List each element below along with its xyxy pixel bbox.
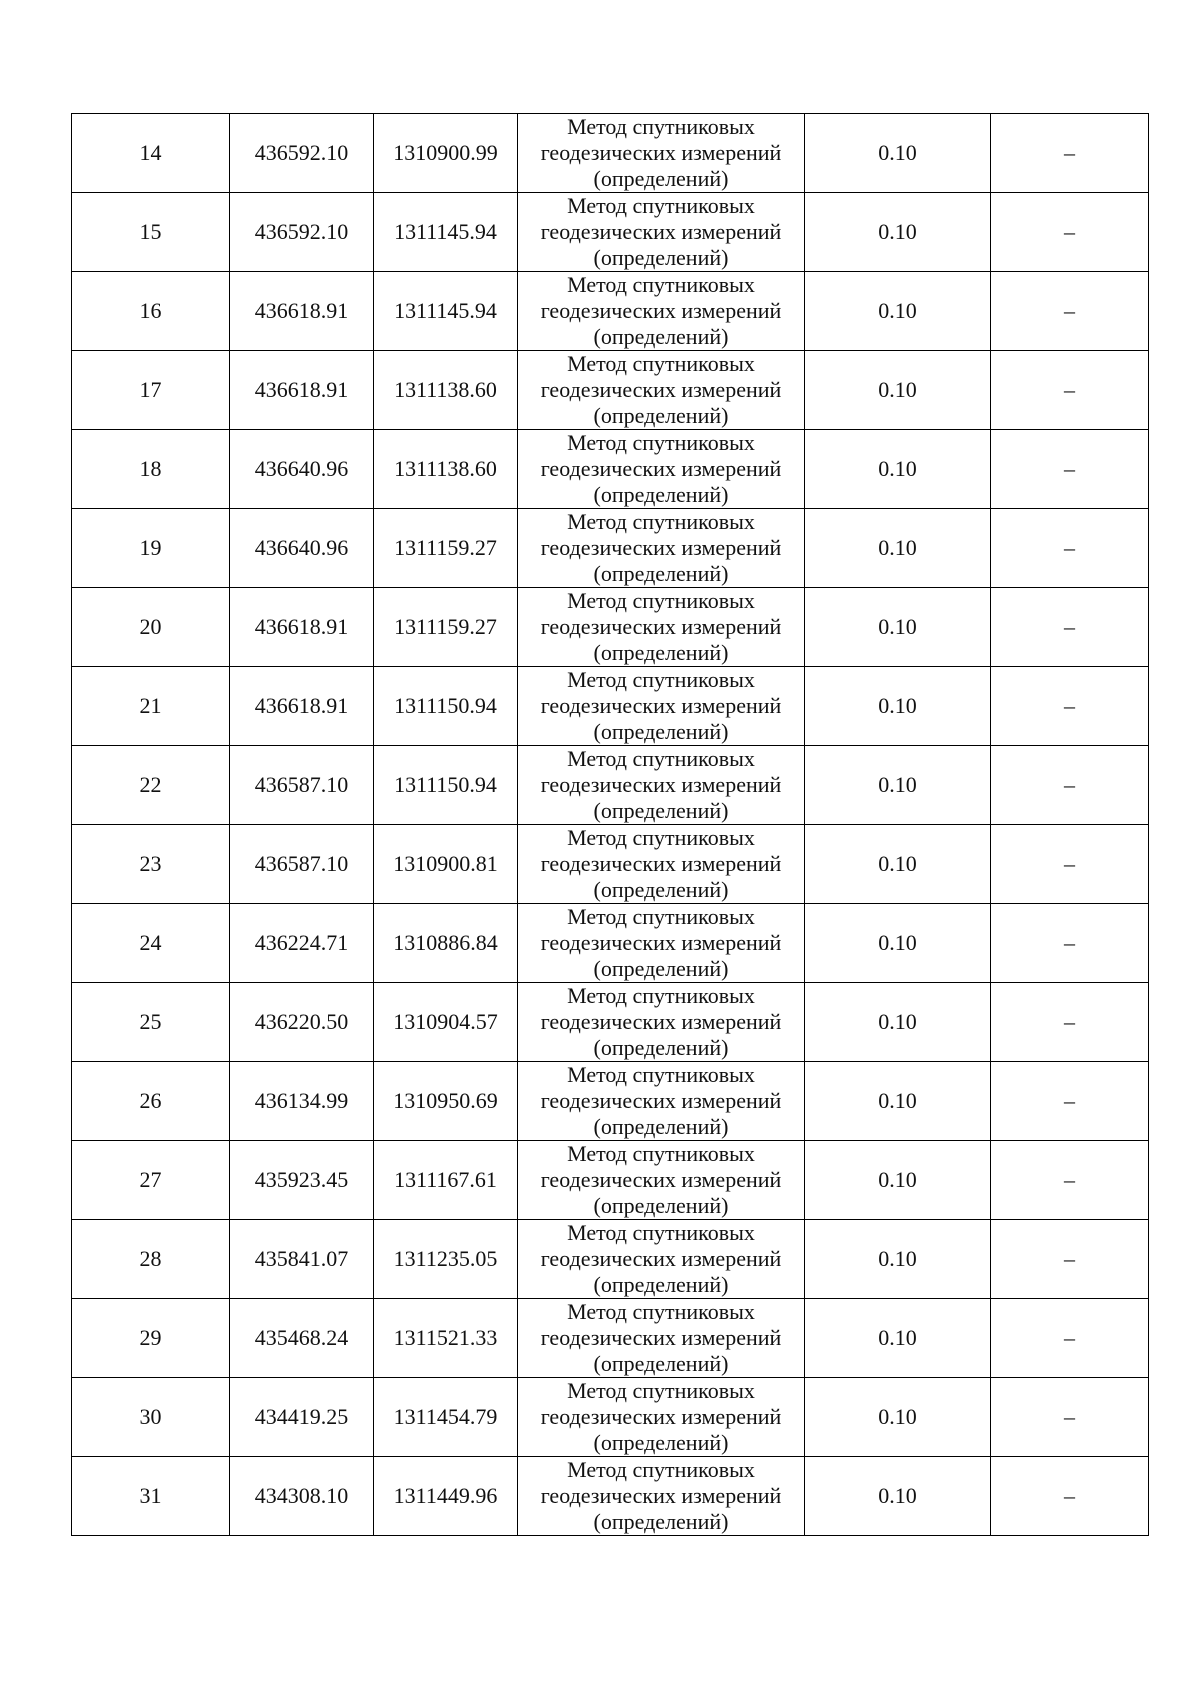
x-coordinate-cell: 434308.10 bbox=[230, 1457, 374, 1536]
method-text-line: геодезических измерений bbox=[540, 377, 782, 402]
method-text-line: Метод спутниковых bbox=[567, 1378, 755, 1403]
method-text-line: геодезических измерений bbox=[540, 535, 782, 560]
x-coordinate-cell: 436587.10 bbox=[230, 746, 374, 825]
accuracy-cell: 0.10 bbox=[805, 1062, 991, 1141]
y-coordinate-cell: 1310886.84 bbox=[374, 904, 518, 983]
y-coordinate-cell: 1310904.57 bbox=[374, 983, 518, 1062]
point-number-cell: 20 bbox=[72, 588, 230, 667]
method-text-line: геодезических измерений bbox=[540, 930, 782, 955]
point-number-cell: 16 bbox=[72, 272, 230, 351]
method-text-line: геодезических измерений bbox=[540, 1088, 782, 1113]
note-cell: – bbox=[991, 1457, 1149, 1536]
y-coordinate-cell: 1311138.60 bbox=[374, 351, 518, 430]
note-cell: – bbox=[991, 1220, 1149, 1299]
method-text-line: геодезических измерений bbox=[540, 1325, 782, 1350]
method-cell bbox=[518, 983, 805, 1062]
table-row bbox=[72, 1141, 1149, 1220]
note-cell: – bbox=[991, 746, 1149, 825]
y-coordinate-cell: 1311167.61 bbox=[374, 1141, 518, 1220]
x-coordinate-cell: 436592.10 bbox=[230, 193, 374, 272]
y-coordinate-cell: 1310900.81 bbox=[374, 825, 518, 904]
point-number-cell: 17 bbox=[72, 351, 230, 430]
point-number-cell: 14 bbox=[72, 114, 230, 193]
method-text-line: (определений) bbox=[593, 1272, 729, 1297]
x-coordinate-cell: 435468.24 bbox=[230, 1299, 374, 1378]
method-text-line: геодезических измерений bbox=[540, 772, 782, 797]
method-text-line: геодезических измерений bbox=[540, 1246, 782, 1271]
method-text-line: Метод спутниковых bbox=[567, 1299, 755, 1324]
method-cell bbox=[518, 509, 805, 588]
method-text-line: (определений) bbox=[593, 403, 729, 428]
method-text-line: (определений) bbox=[593, 1193, 729, 1218]
method-text-line: Метод спутниковых bbox=[567, 983, 755, 1008]
note-cell: – bbox=[991, 509, 1149, 588]
method-text-line: Метод спутниковых bbox=[567, 588, 755, 613]
accuracy-cell: 0.10 bbox=[805, 746, 991, 825]
method-text-line: (определений) bbox=[593, 482, 729, 507]
point-number-cell: 15 bbox=[72, 193, 230, 272]
x-coordinate-cell: 436618.91 bbox=[230, 351, 374, 430]
method-text-line: Метод спутниковых bbox=[567, 351, 755, 376]
x-coordinate-cell: 434419.25 bbox=[230, 1378, 374, 1457]
coordinates-table-body bbox=[72, 114, 1149, 1536]
method-text-line: геодезических измерений bbox=[540, 851, 782, 876]
method-text-line: (определений) bbox=[593, 956, 729, 981]
method-cell bbox=[518, 1299, 805, 1378]
table-row bbox=[72, 430, 1149, 509]
y-coordinate-cell: 1311449.96 bbox=[374, 1457, 518, 1536]
accuracy-cell: 0.10 bbox=[805, 904, 991, 983]
table-row bbox=[72, 351, 1149, 430]
accuracy-cell: 0.10 bbox=[805, 983, 991, 1062]
table-row bbox=[72, 983, 1149, 1062]
accuracy-cell: 0.10 bbox=[805, 1141, 991, 1220]
method-cell bbox=[518, 825, 805, 904]
note-cell: – bbox=[991, 904, 1149, 983]
method-text-line: Метод спутниковых bbox=[567, 1141, 755, 1166]
method-text-line: (определений) bbox=[593, 1114, 729, 1139]
note-cell: – bbox=[991, 1378, 1149, 1457]
x-coordinate-cell: 435923.45 bbox=[230, 1141, 374, 1220]
x-coordinate-cell: 436134.99 bbox=[230, 1062, 374, 1141]
method-cell bbox=[518, 1378, 805, 1457]
method-cell bbox=[518, 1457, 805, 1536]
table-row bbox=[72, 1299, 1149, 1378]
y-coordinate-cell: 1311454.79 bbox=[374, 1378, 518, 1457]
method-text-line: (определений) bbox=[593, 1430, 729, 1455]
table-row bbox=[72, 588, 1149, 667]
note-cell: – bbox=[991, 430, 1149, 509]
accuracy-cell: 0.10 bbox=[805, 1457, 991, 1536]
point-number-cell: 29 bbox=[72, 1299, 230, 1378]
note-cell: – bbox=[991, 193, 1149, 272]
table-row bbox=[72, 509, 1149, 588]
point-number-cell: 22 bbox=[72, 746, 230, 825]
accuracy-cell: 0.10 bbox=[805, 1220, 991, 1299]
method-text-line: геодезических измерений bbox=[540, 1009, 782, 1034]
method-text-line: Метод спутниковых bbox=[567, 1220, 755, 1245]
note-cell: – bbox=[991, 983, 1149, 1062]
y-coordinate-cell: 1311235.05 bbox=[374, 1220, 518, 1299]
note-cell: – bbox=[991, 1141, 1149, 1220]
x-coordinate-cell: 436587.10 bbox=[230, 825, 374, 904]
method-cell bbox=[518, 193, 805, 272]
method-text-line: (определений) bbox=[593, 1351, 729, 1376]
point-number-cell: 21 bbox=[72, 667, 230, 746]
method-text-line: (определений) bbox=[593, 1035, 729, 1060]
method-text-line: (определений) bbox=[593, 166, 729, 191]
y-coordinate-cell: 1311138.60 bbox=[374, 430, 518, 509]
point-number-cell: 30 bbox=[72, 1378, 230, 1457]
method-cell bbox=[518, 272, 805, 351]
x-coordinate-cell: 436224.71 bbox=[230, 904, 374, 983]
table-row bbox=[72, 114, 1149, 193]
method-text-line: геодезических измерений bbox=[540, 693, 782, 718]
y-coordinate-cell: 1311150.94 bbox=[374, 746, 518, 825]
note-cell: – bbox=[991, 351, 1149, 430]
method-cell bbox=[518, 430, 805, 509]
point-number-cell: 28 bbox=[72, 1220, 230, 1299]
point-number-cell: 23 bbox=[72, 825, 230, 904]
note-cell: – bbox=[991, 825, 1149, 904]
accuracy-cell: 0.10 bbox=[805, 351, 991, 430]
method-cell bbox=[518, 1062, 805, 1141]
x-coordinate-cell: 436592.10 bbox=[230, 114, 374, 193]
method-text-line: (определений) bbox=[593, 640, 729, 665]
x-coordinate-cell: 436640.96 bbox=[230, 509, 374, 588]
accuracy-cell: 0.10 bbox=[805, 509, 991, 588]
method-cell bbox=[518, 746, 805, 825]
y-coordinate-cell: 1311145.94 bbox=[374, 272, 518, 351]
method-cell bbox=[518, 1220, 805, 1299]
accuracy-cell: 0.10 bbox=[805, 430, 991, 509]
accuracy-cell: 0.10 bbox=[805, 825, 991, 904]
table-row bbox=[72, 1457, 1149, 1536]
y-coordinate-cell: 1310900.99 bbox=[374, 114, 518, 193]
point-number-cell: 25 bbox=[72, 983, 230, 1062]
x-coordinate-cell: 436618.91 bbox=[230, 272, 374, 351]
method-cell bbox=[518, 667, 805, 746]
method-text-line: Метод спутниковых bbox=[567, 746, 755, 771]
table-row bbox=[72, 193, 1149, 272]
method-text-line: (определений) bbox=[593, 719, 729, 744]
point-number-cell: 26 bbox=[72, 1062, 230, 1141]
method-text-line: Метод спутниковых bbox=[567, 430, 755, 455]
note-cell: – bbox=[991, 667, 1149, 746]
point-number-cell: 27 bbox=[72, 1141, 230, 1220]
method-text-line: Метод спутниковых bbox=[567, 272, 755, 297]
y-coordinate-cell: 1311521.33 bbox=[374, 1299, 518, 1378]
point-number-cell: 24 bbox=[72, 904, 230, 983]
method-cell bbox=[518, 904, 805, 983]
method-text-line: геодезических измерений bbox=[540, 1167, 782, 1192]
x-coordinate-cell: 436618.91 bbox=[230, 588, 374, 667]
method-cell bbox=[518, 351, 805, 430]
table-row bbox=[72, 746, 1149, 825]
method-text-line: (определений) bbox=[593, 798, 729, 823]
method-cell bbox=[518, 1141, 805, 1220]
method-cell bbox=[518, 588, 805, 667]
method-text-line: геодезических измерений bbox=[540, 1404, 782, 1429]
method-text-line: геодезических измерений bbox=[540, 614, 782, 639]
accuracy-cell: 0.10 bbox=[805, 272, 991, 351]
method-cell bbox=[518, 114, 805, 193]
method-text-line: геодезических измерений bbox=[540, 298, 782, 323]
accuracy-cell: 0.10 bbox=[805, 1378, 991, 1457]
point-number-cell: 19 bbox=[72, 509, 230, 588]
coordinates-table bbox=[71, 113, 1149, 1536]
method-text-line: геодезических измерений bbox=[540, 1483, 782, 1508]
accuracy-cell: 0.10 bbox=[805, 588, 991, 667]
accuracy-cell: 0.10 bbox=[805, 114, 991, 193]
y-coordinate-cell: 1310950.69 bbox=[374, 1062, 518, 1141]
method-text-line: (определений) bbox=[593, 1509, 729, 1534]
method-text-line: Метод спутниковых bbox=[567, 1457, 755, 1482]
table-row bbox=[72, 1378, 1149, 1457]
x-coordinate-cell: 436618.91 bbox=[230, 667, 374, 746]
method-text-line: (определений) bbox=[593, 324, 729, 349]
method-text-line: (определений) bbox=[593, 245, 729, 270]
method-text-line: геодезических измерений bbox=[540, 140, 782, 165]
method-text-line: Метод спутниковых bbox=[567, 904, 755, 929]
y-coordinate-cell: 1311150.94 bbox=[374, 667, 518, 746]
point-number-cell: 18 bbox=[72, 430, 230, 509]
method-text-line: (определений) bbox=[593, 561, 729, 586]
point-number-cell: 31 bbox=[72, 1457, 230, 1536]
method-text-line: Метод спутниковых bbox=[567, 509, 755, 534]
table-row bbox=[72, 825, 1149, 904]
note-cell: – bbox=[991, 1299, 1149, 1378]
note-cell: – bbox=[991, 588, 1149, 667]
y-coordinate-cell: 1311159.27 bbox=[374, 509, 518, 588]
method-text-line: геодезических измерений bbox=[540, 456, 782, 481]
method-text-line: Метод спутниковых bbox=[567, 193, 755, 218]
x-coordinate-cell: 436640.96 bbox=[230, 430, 374, 509]
table-row bbox=[72, 667, 1149, 746]
y-coordinate-cell: 1311159.27 bbox=[374, 588, 518, 667]
table-row bbox=[72, 904, 1149, 983]
method-text-line: (определений) bbox=[593, 877, 729, 902]
accuracy-cell: 0.10 bbox=[805, 1299, 991, 1378]
method-text-line: Метод спутниковых bbox=[567, 825, 755, 850]
table-row bbox=[72, 272, 1149, 351]
note-cell: – bbox=[991, 114, 1149, 193]
method-text-line: геодезических измерений bbox=[540, 219, 782, 244]
method-text-line: Метод спутниковых bbox=[567, 667, 755, 692]
note-cell: – bbox=[991, 1062, 1149, 1141]
x-coordinate-cell: 435841.07 bbox=[230, 1220, 374, 1299]
accuracy-cell: 0.10 bbox=[805, 667, 991, 746]
x-coordinate-cell: 436220.50 bbox=[230, 983, 374, 1062]
table-row bbox=[72, 1220, 1149, 1299]
method-text-line: Метод спутниковых bbox=[567, 1062, 755, 1087]
method-text-line: Метод спутниковых bbox=[567, 114, 755, 139]
y-coordinate-cell: 1311145.94 bbox=[374, 193, 518, 272]
table-row bbox=[72, 1062, 1149, 1141]
accuracy-cell: 0.10 bbox=[805, 193, 991, 272]
note-cell: – bbox=[991, 272, 1149, 351]
